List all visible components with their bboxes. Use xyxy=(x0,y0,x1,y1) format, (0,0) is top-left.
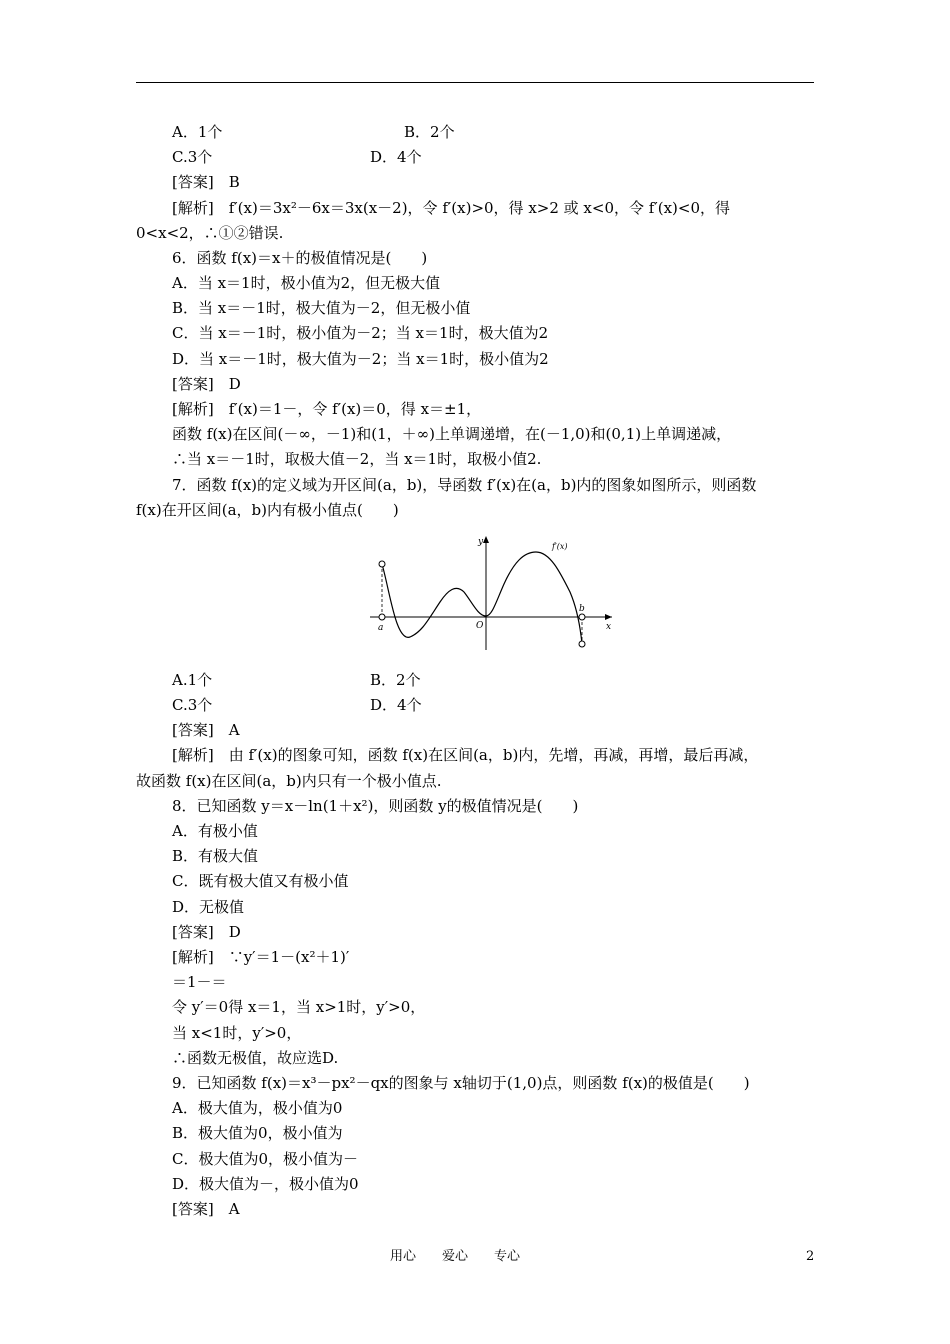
question-7-line1: 7．函数 f(x)的定义域为开区间(a，b)，导函数 f′(x)在(a，b)内的图象如图所示，则函数 xyxy=(172,476,757,494)
q8-option-a: A．有极小值 xyxy=(172,822,258,840)
footer-motto: 用心 爱心 专心 xyxy=(390,1249,521,1264)
a-label: a xyxy=(378,623,384,633)
q7-option-a: A.1个 xyxy=(172,671,213,689)
analysis-6-line2: 函数 f(x)在区间(－∞，－1)和(1，＋∞)上单调递增，在(－1,0)和(0,1)上单调递减， xyxy=(172,425,732,443)
endpoint-a-top xyxy=(379,561,385,567)
answer-7: [答案] A xyxy=(172,721,240,739)
analysis-6-line3: ∴当 x＝－1时，取极大值－2，当 x＝1时，取极小值2. xyxy=(172,450,542,468)
y-axis-label: y xyxy=(478,537,484,547)
page-number: 2 xyxy=(806,1249,815,1264)
b-label: b xyxy=(579,604,585,614)
q7-option-b: B．2个 xyxy=(370,671,421,689)
q9-option-c: C．极大值为0，极小值为－ xyxy=(172,1150,359,1168)
q8-option-c: C．既有极大值又有极小值 xyxy=(172,872,349,890)
analysis-8-line5: ∴函数无极值，故应选D. xyxy=(172,1049,339,1067)
answer-9: [答案] A xyxy=(172,1200,240,1218)
q8-option-d: D．无极值 xyxy=(172,898,245,916)
answer-8: [答案] D xyxy=(172,923,241,941)
q6-option-a: A．当 x＝1时，极小值为2，但无极大值 xyxy=(172,274,441,292)
question-6: 6．函数 f(x)＝x＋的极值情况是( ) xyxy=(172,249,428,267)
q6-option-d: D．当 x＝－1时，极大值为－2；当 x＝1时，极小值为2 xyxy=(172,350,549,368)
analysis-5-line1: [解析] f′(x)＝3x²－6x＝3x(x－2)，令 f′(x)>0，得 x>2 或 x<0，令 f′(x)<0，得 xyxy=(172,199,731,217)
analysis-8-line3: 令 y′＝0得 x＝1，当 x>1时，y′>0， xyxy=(172,998,426,1016)
analysis-5-line2: 0<x<2，∴①②错误. xyxy=(136,224,284,242)
q8-option-b: B．有极大值 xyxy=(172,847,259,865)
q9-option-a: A．极大值为，极小值为0 xyxy=(172,1099,343,1117)
q7-option-c: C.3个 xyxy=(172,696,213,714)
endpoint-b-bottom xyxy=(579,641,585,647)
option-c: C.3个 xyxy=(172,148,213,166)
q9-option-d: D．极大值为－，极小值为0 xyxy=(172,1175,359,1193)
analysis-7-line2: 故函数 f(x)在区间(a，b)内只有一个极小值点. xyxy=(136,772,442,790)
analysis-8-line2: ＝1－＝ xyxy=(172,973,227,991)
point-a xyxy=(379,614,385,620)
origin-label: O xyxy=(476,621,484,631)
header-rule xyxy=(136,82,814,83)
x-axis-arrow xyxy=(605,614,612,620)
analysis-6-line1: [解析] f′(x)＝1－，令 f′(x)＝0，得 x＝±1， xyxy=(172,400,482,418)
analysis-8-line4: 当 x<1时，y′>0， xyxy=(172,1024,302,1042)
question-7-line2: f(x)在开区间(a，b)内有极小值点( ) xyxy=(136,501,399,519)
curve-label: f′(x) xyxy=(552,542,568,551)
q6-option-c: C．当 x＝－1时，极小值为－2；当 x＝1时，极大值为2 xyxy=(172,324,549,342)
question-8: 8．已知函数 y＝x－ln(1＋x²)，则函数 y的极值情况是( ) xyxy=(172,797,579,815)
option-d: D．4个 xyxy=(370,148,422,166)
option-a: A．1个 xyxy=(172,123,223,141)
answer-6: [答案] D xyxy=(172,375,241,393)
q9-option-b: B．极大值为0，极小值为 xyxy=(172,1124,343,1142)
point-b xyxy=(579,614,585,620)
x-axis-label: x xyxy=(606,622,612,632)
question-9: 9．已知函数 f(x)＝x³－px²－qx的图象与 x轴切于(1,0)点，则函数 f(x)的极值是( ) xyxy=(172,1074,750,1092)
option-b: B．2个 xyxy=(404,123,455,141)
analysis-8-line1: [解析] ∵y′＝1－(x²＋1)′ xyxy=(172,948,350,966)
q6-option-b: B．当 x＝－1时，极大值为－2，但无极小值 xyxy=(172,299,471,317)
analysis-7-line1: [解析] 由 f′(x)的图象可知，函数 f(x)在区间(a，b)内，先增，再减，再增，最后再减， xyxy=(172,746,759,764)
answer-5: [答案] B xyxy=(172,173,240,191)
q7-option-d: D．4个 xyxy=(370,696,422,714)
derivative-graph-figure xyxy=(362,532,622,654)
y-axis-arrow xyxy=(483,536,489,543)
